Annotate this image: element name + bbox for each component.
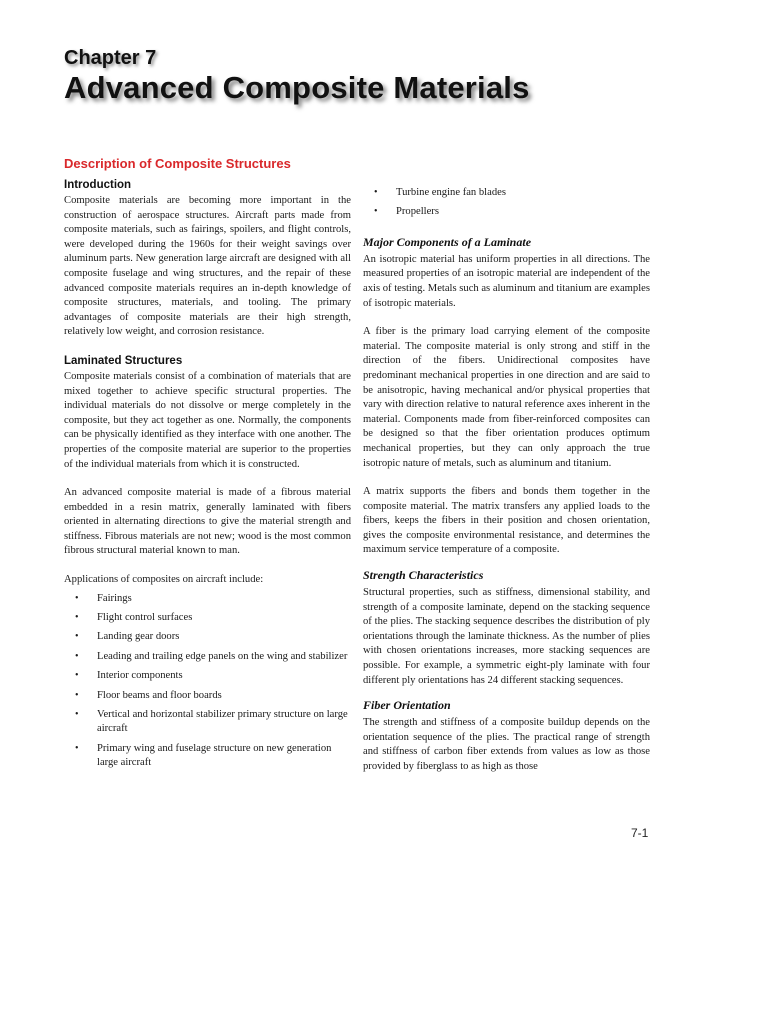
right-column xyxy=(363,186,650,775)
list-item: • Fairings xyxy=(64,592,351,606)
bullet-icon: • xyxy=(75,670,79,682)
chapter-header xyxy=(64,46,530,106)
list-item: • Leading and trailing edge panels on the wing and stabilizer xyxy=(64,650,351,664)
intro-heading: Introduction xyxy=(64,179,132,191)
bullet-icon: • xyxy=(374,187,378,198)
bullet-icon: • xyxy=(75,709,79,720)
list-item: • Turbine engine fan blades xyxy=(363,186,650,200)
applications-list-continued xyxy=(363,186,650,220)
laminated-paragraph-2: An advanced composite material is made of a fibrous material embedded in a resin matrix, generally laminated with fibers oriented in alternating directions to give the material strength and stiffness. Fibrous materials are not new; wood is the most common fibrous structural material known to man. xyxy=(64,487,351,557)
fiber-paragraph: The strength and stiffness of a composite buildup depends on the orientation sequence of the plies. The practical range of strength and stiffness of carbon fiber extends from values as low as those provided by fiberglass to as high as those xyxy=(363,717,650,772)
list-item: • Propellers xyxy=(363,205,650,219)
strength-heading: Strength Characteristics xyxy=(363,568,484,583)
list-item: • Floor beams and floor boards xyxy=(64,689,351,703)
bullet-icon: • xyxy=(75,650,79,662)
page-number: 7-1 xyxy=(631,826,649,840)
intro-paragraph: Composite materials are becoming more important in the construction of aerospace structures. Aircraft parts made from composite materials, such as fairings, spoilers, and flight controls, were developed during the 1960s for their weight savings over aluminum parts. New generation large aircraft are designed with all composite fuselage and wing structures, and the repair of these advanced composite materials requires an in-depth knowledge of composite structures, materials, and tooling. The primary advantages of composite materials are their high strength, relatively low weight, and corrosion resistance. xyxy=(64,195,351,338)
bullet-icon: • xyxy=(374,206,378,218)
section-heading: Description of Composite Structures xyxy=(64,156,291,171)
chapter-title: Advanced Composite Materials xyxy=(64,70,530,105)
list-item: • Flight control surfaces xyxy=(64,611,351,625)
laminated-heading: Laminated Structures xyxy=(64,354,183,367)
list-item: • Vertical and horizontal stabilizer primary structure on large aircraft xyxy=(75,709,348,735)
laminate-heading: Major Components of a Laminate xyxy=(363,234,532,249)
laminated-paragraph-1: Composite materials consist of a combination of materials that are mixed together to achieve specific structural properties. The individual materials do not dissolve or merge completely in the composite, but they act together as one. Normally, the components can be physically identified as they interface with one another. The properties of the composite material are superior to the properties of the individual materials from which it is constructed. xyxy=(64,370,351,470)
laminate-paragraph-2: A fiber is the primary load carrying element of the composite material. The composite material is only strong and stiff in the direction of the fibers. Unidirectional composites have predominant mechanical properties in one direction and are said to be anisotropic, having mechanical and/or physical properties that vary with direction relative to natural reference axes inherent in the material. Components made from fiber-reinforced composites can be designed so that the fiber orientation produces optimum mechanical properties, but they can only approach the true isotropic nature of metals, such as aluminum and titanium. xyxy=(363,326,650,469)
applications-list xyxy=(64,592,351,770)
list-item: • Interior components xyxy=(64,669,351,683)
laminate-paragraph-1: An isotropic material has uniform properties in all directions. The measured properties of an isotropic material are independent of the axis of testing. Metals such as aluminum and titanium are examples of isotropic materials. xyxy=(363,253,650,309)
fiber-heading: Fiber Orientation xyxy=(363,698,451,713)
list-item: • Primary wing and fuselage structure on new generation large aircraft xyxy=(75,742,332,768)
bullet-icon: • xyxy=(75,689,79,701)
applications-intro: Applications of composites on aircraft include: xyxy=(64,574,264,586)
chapter-label: Chapter 7 xyxy=(64,47,157,69)
bullet-icon: • xyxy=(75,631,79,643)
bullet-icon: • xyxy=(75,592,79,604)
list-item: • Landing gear doors xyxy=(64,630,351,644)
strength-paragraph: Structural properties, such as stiffness, dimensional stability, and strength of a composite laminate, depend on the stacking sequence of the plies. The stacking sequence describes the distribution of ply orientations through the laminate thickness. As the number of plies with chosen orientations increases, more stacking sequences are possible. For example, a symmetric eight-ply laminate with four different ply orientations has 24 different stacking sequences. xyxy=(363,587,650,686)
bullet-icon: • xyxy=(75,742,79,754)
laminate-paragraph-3: A matrix supports the fibers and bonds them together in the composite material. The matrix transfers any applied loads to the fibers, keeps the fibers in their position and chosen orientation, gives the composite environmental resistance, and determines the maximum service temperature of a composite. xyxy=(363,486,650,556)
bullet-icon: • xyxy=(75,612,79,624)
left-column xyxy=(64,156,351,775)
